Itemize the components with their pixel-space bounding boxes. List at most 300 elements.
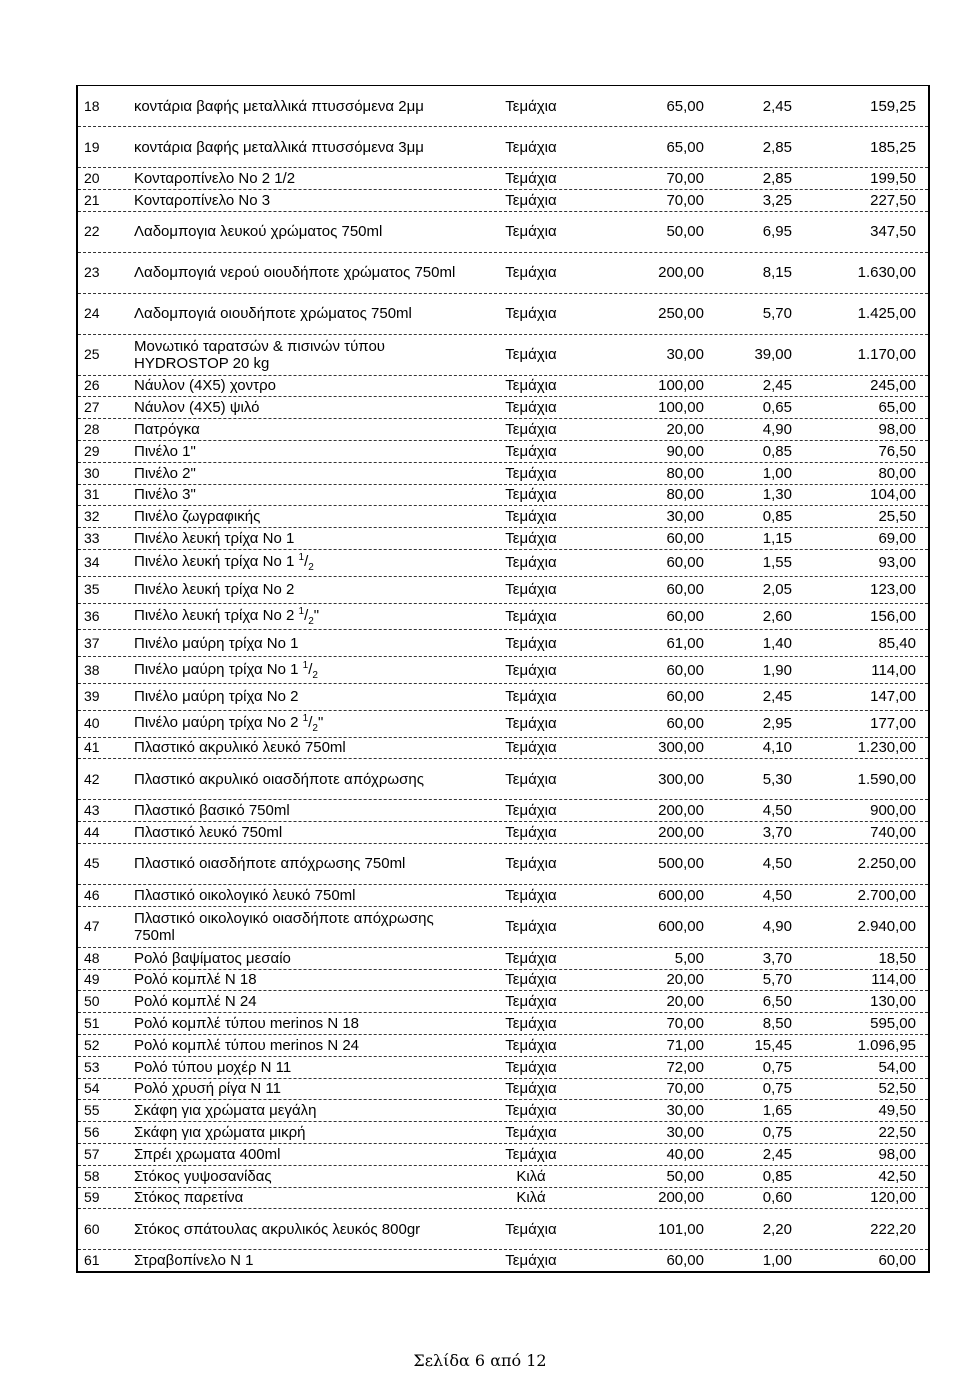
item-total: 22,50 bbox=[878, 1124, 916, 1141]
item-description bbox=[128, 294, 466, 334]
item-description bbox=[128, 463, 466, 484]
item-unit-price: 3,70 bbox=[762, 824, 792, 842]
item-description-text: Σπρέι χρωματα 400ml bbox=[134, 1145, 281, 1163]
table-row bbox=[78, 419, 928, 441]
table-row bbox=[78, 212, 928, 253]
item-description-text: Πινέλο μαύρη τρίχα Νο 2 bbox=[134, 714, 299, 732]
item-unit-price: 2,05 bbox=[762, 581, 792, 599]
item-description-text: Πινέλο 3" bbox=[134, 486, 196, 504]
item-unit-price: 8,50 bbox=[762, 1015, 792, 1033]
item-unit-price: 1,00 bbox=[762, 464, 792, 482]
page-number: Σελίδα 6 από 12 bbox=[413, 1351, 547, 1370]
item-total: 42,50 bbox=[878, 1167, 916, 1185]
item-description bbox=[128, 253, 466, 293]
item-quantity: 70,00 bbox=[666, 1015, 704, 1033]
item-number: 57 bbox=[84, 1145, 100, 1162]
fraction: $^1/_2$ bbox=[298, 552, 314, 574]
item-unit-price: 4,50 bbox=[762, 855, 792, 873]
item-number: 27 bbox=[84, 399, 100, 416]
item-description bbox=[128, 212, 466, 252]
item-number: 59 bbox=[84, 1189, 100, 1206]
item-unit: Τεμάχια bbox=[505, 971, 557, 989]
item-unit: Τεμάχια bbox=[505, 918, 557, 936]
item-number: 28 bbox=[84, 421, 100, 438]
item-description-text: Πινέλο λευκή τρίχα Νο 2 bbox=[134, 606, 295, 624]
item-total: 80,00 bbox=[878, 464, 916, 482]
item-unit-price: 0,85 bbox=[762, 508, 792, 526]
fraction: $^1/_2$" bbox=[298, 605, 320, 627]
item-description bbox=[128, 86, 466, 126]
item-description-text: Πινέλο ζωγραφικής bbox=[134, 508, 261, 526]
item-description-text: Σκάφη για χρώματα μικρή bbox=[134, 1124, 306, 1141]
item-description bbox=[128, 1100, 466, 1121]
item-quantity: 60,00 bbox=[666, 1252, 704, 1270]
item-total: 595,00 bbox=[870, 1015, 916, 1033]
table-row bbox=[78, 1057, 928, 1079]
item-total: 245,00 bbox=[870, 377, 916, 395]
item-unit-price: 1,55 bbox=[762, 554, 792, 572]
item-description-text: Πινέλο 1" bbox=[134, 442, 196, 460]
item-description bbox=[128, 1166, 466, 1187]
item-total: 114,00 bbox=[871, 971, 916, 989]
item-unit: Τεμάχια bbox=[505, 554, 557, 572]
table-row bbox=[78, 1122, 928, 1144]
item-description-text: Πινέλο λευκή τρίχα Νο 1 bbox=[134, 530, 295, 548]
table-row bbox=[78, 1079, 928, 1101]
item-description-text: Ρολό κομπλέ τύπου merinos Ν 18 bbox=[134, 1015, 360, 1033]
table-row bbox=[78, 800, 928, 822]
item-description-text: Ρολό χρυσή ρίγα Ν 11 bbox=[134, 1080, 281, 1098]
item-number: 32 bbox=[84, 508, 100, 525]
table-row bbox=[78, 506, 928, 528]
item-description-text: Πλαστικό βασικό 750ml bbox=[134, 802, 290, 820]
item-unit: Τεμάχια bbox=[505, 802, 557, 820]
item-description-text: Πινέλο μαύρη τρίχα Νο 2 bbox=[134, 688, 299, 706]
items-table bbox=[76, 85, 930, 1273]
item-unit: Τεμάχια bbox=[505, 634, 557, 652]
item-total: 222,20 bbox=[870, 1220, 916, 1238]
item-quantity: 30,00 bbox=[666, 508, 704, 526]
item-description-text: κοντάρια βαφής μεταλλικά πτυσσόμενα 2μμ bbox=[134, 97, 424, 115]
item-unit-price: 4,10 bbox=[762, 739, 792, 757]
table-row bbox=[78, 684, 928, 711]
item-quantity: 200,00 bbox=[658, 264, 704, 282]
item-total: 98,00 bbox=[878, 421, 916, 439]
item-quantity: 65,00 bbox=[666, 97, 704, 115]
item-unit: Τεμάχια bbox=[505, 191, 557, 209]
table-row bbox=[78, 630, 928, 657]
item-number: 29 bbox=[84, 442, 100, 459]
item-number: 30 bbox=[84, 464, 100, 481]
item-unit: Τεμάχια bbox=[505, 1102, 557, 1120]
item-total: 85,40 bbox=[878, 634, 916, 652]
item-description bbox=[128, 506, 466, 527]
item-number: 23 bbox=[84, 264, 100, 281]
table-row bbox=[78, 168, 928, 190]
item-total: 1.230,00 bbox=[857, 739, 916, 757]
item-description bbox=[128, 419, 466, 440]
item-unit-price: 2,85 bbox=[762, 138, 792, 156]
item-description bbox=[128, 822, 466, 843]
item-description bbox=[128, 844, 466, 884]
item-unit: Τεμάχια bbox=[505, 1220, 557, 1238]
table-row bbox=[78, 970, 928, 992]
item-number: 50 bbox=[84, 993, 100, 1010]
item-unit-price: 4,50 bbox=[762, 886, 792, 904]
item-number: 53 bbox=[84, 1058, 100, 1075]
item-description-text: Στόκος γυψοσανίδας bbox=[134, 1167, 272, 1185]
item-unit-price: 0,75 bbox=[762, 1058, 792, 1076]
table-row bbox=[78, 1166, 928, 1188]
table-row bbox=[78, 1188, 928, 1210]
item-unit: Τεμάχια bbox=[505, 508, 557, 526]
item-unit: Τεμάχια bbox=[505, 581, 557, 599]
item-number: 33 bbox=[84, 530, 100, 547]
item-unit-price: 5,30 bbox=[762, 770, 792, 788]
item-unit: Τεμάχια bbox=[505, 993, 557, 1011]
table-row bbox=[78, 822, 928, 844]
item-number: 56 bbox=[84, 1124, 100, 1140]
item-quantity: 250,00 bbox=[658, 305, 704, 323]
item-total: 120,00 bbox=[870, 1189, 916, 1207]
item-quantity: 500,00 bbox=[658, 855, 704, 873]
item-quantity: 600,00 bbox=[658, 918, 704, 936]
table-row bbox=[78, 86, 928, 127]
item-total: 900,00 bbox=[870, 802, 916, 820]
item-unit: Τεμάχια bbox=[505, 421, 557, 439]
item-description-text: Ρολό τύπου μοχέρ Ν 11 bbox=[134, 1058, 292, 1076]
item-total: 52,50 bbox=[878, 1080, 916, 1098]
item-unit: Τεμάχια bbox=[505, 264, 557, 282]
item-unit: Τεμάχια bbox=[505, 377, 557, 395]
item-description bbox=[128, 684, 466, 710]
item-unit-price: 0,65 bbox=[762, 399, 792, 417]
item-unit-price: 5,70 bbox=[762, 305, 792, 323]
item-quantity: 30,00 bbox=[666, 346, 704, 364]
table-row bbox=[78, 907, 928, 948]
item-unit: Τεμάχια bbox=[505, 824, 557, 842]
item-number: 25 bbox=[84, 346, 100, 363]
item-quantity: 60,00 bbox=[666, 715, 704, 733]
item-quantity: 200,00 bbox=[658, 824, 704, 842]
item-quantity: 50,00 bbox=[666, 223, 704, 241]
item-description-text: Πλαστικό ακρυλικό λευκό 750ml bbox=[134, 739, 346, 757]
item-description-text: κοντάρια βαφής μεταλλικά πτυσσόμενα 3μμ bbox=[134, 138, 424, 156]
item-unit-price: 2,45 bbox=[762, 688, 792, 706]
item-unit-price: 5,70 bbox=[762, 971, 792, 989]
item-total: 54,00 bbox=[878, 1058, 916, 1076]
item-description bbox=[128, 630, 466, 656]
item-total: 98,00 bbox=[878, 1145, 916, 1163]
item-unit: Τεμάχια bbox=[505, 1252, 557, 1270]
item-total: 1.590,00 bbox=[857, 770, 916, 788]
item-unit: Τεμάχια bbox=[505, 486, 557, 504]
item-total: 114,00 bbox=[871, 661, 916, 679]
item-total: 2.700,00 bbox=[857, 886, 916, 904]
item-number: 18 bbox=[84, 97, 100, 114]
item-quantity: 50,00 bbox=[666, 1167, 704, 1185]
item-total: 18,50 bbox=[878, 949, 916, 967]
item-total: 1.170,00 bbox=[857, 346, 916, 364]
item-number: 21 bbox=[84, 191, 100, 208]
item-number: 19 bbox=[84, 138, 100, 155]
item-quantity: 60,00 bbox=[666, 661, 704, 679]
item-description-text: Ρολό κομπλέ Ν 18 bbox=[134, 971, 257, 989]
item-quantity: 200,00 bbox=[658, 1189, 704, 1207]
item-number: 26 bbox=[84, 377, 100, 394]
table-row bbox=[78, 335, 928, 376]
item-unit-price: 6,95 bbox=[762, 223, 792, 241]
item-unit: Τεμάχια bbox=[505, 1124, 557, 1141]
item-description-text: Κονταροπίνελο Νο 3 bbox=[134, 191, 271, 209]
item-unit-price: 6,50 bbox=[762, 993, 792, 1011]
item-unit: Τεμάχια bbox=[505, 770, 557, 788]
table-row bbox=[78, 948, 928, 970]
item-unit: Κιλά bbox=[516, 1167, 546, 1185]
item-total: 199,50 bbox=[870, 169, 916, 187]
table-row bbox=[78, 1035, 928, 1057]
item-unit-price: 1,15 bbox=[762, 530, 792, 548]
item-number: 24 bbox=[84, 305, 100, 322]
item-quantity: 90,00 bbox=[666, 442, 704, 460]
item-number: 40 bbox=[84, 715, 100, 732]
item-description-text: Πινέλο λευκή τρίχα Νο 2 bbox=[134, 581, 295, 599]
item-description bbox=[128, 885, 466, 906]
table-row bbox=[78, 441, 928, 463]
item-number: 54 bbox=[84, 1080, 100, 1097]
item-description bbox=[128, 800, 466, 821]
item-description bbox=[128, 1013, 466, 1034]
item-total: 76,50 bbox=[878, 442, 916, 460]
item-description bbox=[128, 1188, 466, 1209]
table-row bbox=[78, 844, 928, 885]
item-description bbox=[128, 657, 466, 683]
item-description-text: Λαδομπογια λευκού χρώματος 750ml bbox=[134, 223, 383, 241]
item-description-text: Λαδομπογιά νερού οιουδήποτε χρώματος 750ml bbox=[134, 264, 456, 282]
table-row bbox=[78, 711, 928, 738]
item-number: 41 bbox=[84, 739, 100, 756]
table-row bbox=[78, 738, 928, 760]
item-number: 49 bbox=[84, 971, 100, 988]
item-unit: Τεμάχια bbox=[505, 399, 557, 417]
item-unit: Τεμάχια bbox=[505, 530, 557, 548]
item-unit: Κιλά bbox=[516, 1189, 546, 1207]
item-total: 2.250,00 bbox=[857, 855, 916, 873]
item-quantity: 5,00 bbox=[674, 949, 704, 967]
item-unit-price: 1,30 bbox=[762, 486, 792, 504]
item-unit: Τεμάχια bbox=[505, 739, 557, 757]
item-description-text: Στόκος παρετίνα bbox=[134, 1189, 244, 1207]
item-description bbox=[128, 759, 466, 799]
item-description bbox=[128, 1057, 466, 1078]
item-number: 20 bbox=[84, 169, 100, 186]
item-description-text: Μονωτικό ταρατσών & πισινών τύπου HYDROSTOP 20 kg bbox=[134, 337, 385, 372]
item-number: 35 bbox=[84, 581, 100, 598]
item-unit: Τεμάχια bbox=[505, 855, 557, 873]
item-unit-price: 1,65 bbox=[762, 1102, 792, 1120]
item-quantity: 71,00 bbox=[666, 1036, 704, 1054]
item-unit-price: 0,75 bbox=[762, 1080, 792, 1098]
item-unit: Τεμάχια bbox=[505, 886, 557, 904]
item-unit: Τεμάχια bbox=[505, 661, 557, 679]
item-number: 46 bbox=[84, 886, 100, 903]
item-description bbox=[128, 907, 466, 947]
table-row bbox=[78, 376, 928, 398]
item-number: 47 bbox=[84, 918, 100, 935]
item-description-text: Νάυλον (4Χ5) ψιλό bbox=[134, 399, 260, 417]
item-description bbox=[128, 190, 466, 211]
item-description-text: Ρολό κομπλέ Ν 24 bbox=[134, 993, 257, 1011]
item-quantity: 65,00 bbox=[666, 138, 704, 156]
item-unit-price: 0,85 bbox=[762, 442, 792, 460]
item-description bbox=[128, 1209, 466, 1249]
table-row bbox=[78, 1144, 928, 1166]
item-unit-price: 0,75 bbox=[762, 1124, 792, 1141]
item-quantity: 200,00 bbox=[658, 802, 704, 820]
item-description-text: Πλαστικό οικολογικό οιασδήποτε απόχρωσης 750ml bbox=[134, 909, 434, 944]
item-description bbox=[128, 1250, 466, 1271]
item-description-text: Πινέλο μαύρη τρίχα Νο 1 bbox=[134, 660, 299, 678]
item-description-text: Πλαστικό οικολογικό λευκό 750ml bbox=[134, 886, 356, 904]
item-quantity: 20,00 bbox=[666, 993, 704, 1011]
item-total: 123,00 bbox=[870, 581, 916, 599]
table-row bbox=[78, 759, 928, 800]
item-description bbox=[128, 441, 466, 462]
item-quantity: 100,00 bbox=[658, 399, 704, 417]
item-description-text: Στραβοπίνελο Ν 1 bbox=[134, 1252, 254, 1270]
item-description bbox=[128, 1122, 466, 1143]
item-description bbox=[128, 991, 466, 1012]
item-quantity: 300,00 bbox=[658, 770, 704, 788]
item-description-text: Πλαστικό οιασδήποτε απόχρωσης 750ml bbox=[134, 855, 406, 873]
item-quantity: 60,00 bbox=[666, 554, 704, 572]
item-description-text: Πινέλο λευκή τρίχα Νο 1 bbox=[134, 553, 295, 571]
item-total: 740,00 bbox=[870, 824, 916, 842]
item-total: 60,00 bbox=[878, 1252, 916, 1270]
item-total: 130,00 bbox=[870, 993, 916, 1011]
item-description bbox=[128, 711, 466, 737]
item-number: 58 bbox=[84, 1167, 100, 1184]
item-quantity: 101,00 bbox=[658, 1220, 704, 1238]
item-total: 69,00 bbox=[878, 530, 916, 548]
table-row bbox=[78, 1209, 928, 1250]
item-number: 34 bbox=[84, 554, 100, 571]
table-row bbox=[78, 577, 928, 604]
table-row bbox=[78, 190, 928, 212]
item-quantity: 80,00 bbox=[666, 464, 704, 482]
item-description bbox=[128, 604, 466, 630]
item-total: 1.425,00 bbox=[857, 305, 916, 323]
item-unit: Τεμάχια bbox=[505, 1080, 557, 1098]
item-unit: Τεμάχια bbox=[505, 464, 557, 482]
item-description-text: Πλαστικό λευκό 750ml bbox=[134, 824, 283, 842]
item-total: 156,00 bbox=[870, 607, 916, 625]
table-row bbox=[78, 294, 928, 335]
table-row bbox=[78, 1100, 928, 1122]
fraction: $^1/_2$ bbox=[302, 659, 318, 681]
item-description bbox=[128, 528, 466, 549]
item-description bbox=[128, 948, 466, 969]
item-unit: Τεμάχια bbox=[505, 1036, 557, 1054]
table-row bbox=[78, 397, 928, 419]
item-description-text: Ρολό βαψίματος μεσαίο bbox=[134, 949, 291, 967]
item-number: 52 bbox=[84, 1036, 100, 1053]
item-unit-price: 0,60 bbox=[762, 1189, 792, 1207]
item-quantity: 600,00 bbox=[658, 886, 704, 904]
item-quantity: 20,00 bbox=[666, 421, 704, 439]
item-unit-price: 4,90 bbox=[762, 918, 792, 936]
item-unit: Τεμάχια bbox=[505, 138, 557, 156]
item-description bbox=[128, 376, 466, 397]
table-row bbox=[78, 528, 928, 550]
item-unit-price: 8,15 bbox=[762, 264, 792, 282]
item-unit: Τεμάχια bbox=[505, 1145, 557, 1163]
item-quantity: 300,00 bbox=[658, 739, 704, 757]
item-number: 37 bbox=[84, 634, 100, 651]
item-description bbox=[128, 1035, 466, 1056]
item-quantity: 30,00 bbox=[666, 1124, 704, 1141]
item-unit-price: 2,45 bbox=[762, 377, 792, 395]
item-quantity: 80,00 bbox=[666, 486, 704, 504]
item-unit: Τεμάχια bbox=[505, 715, 557, 733]
item-description-text: Πλαστικό ακρυλικό οιασδήποτε απόχρωσης bbox=[134, 770, 424, 788]
item-total: 104,00 bbox=[870, 486, 916, 504]
item-quantity: 60,00 bbox=[666, 581, 704, 599]
item-quantity: 100,00 bbox=[658, 377, 704, 395]
item-total: 93,00 bbox=[878, 554, 916, 572]
item-number: 61 bbox=[84, 1252, 100, 1269]
item-unit-price: 0,85 bbox=[762, 1167, 792, 1185]
table-row bbox=[78, 1013, 928, 1035]
item-description bbox=[128, 1079, 466, 1100]
item-unit-price: 4,90 bbox=[762, 421, 792, 439]
item-number: 43 bbox=[84, 802, 100, 819]
item-unit: Τεμάχια bbox=[505, 223, 557, 241]
item-unit-price: 1,00 bbox=[762, 1252, 792, 1270]
item-total: 347,50 bbox=[870, 223, 916, 241]
item-total: 25,50 bbox=[878, 508, 916, 526]
item-number: 55 bbox=[84, 1102, 100, 1119]
item-number: 60 bbox=[84, 1220, 100, 1237]
item-total: 1.096,95 bbox=[857, 1036, 916, 1054]
item-unit: Τεμάχια bbox=[505, 97, 557, 115]
item-unit-price: 2,45 bbox=[762, 1145, 792, 1163]
item-description bbox=[128, 485, 466, 506]
item-unit-price: 3,25 bbox=[762, 191, 792, 209]
item-quantity: 60,00 bbox=[666, 688, 704, 706]
item-unit-price: 2,95 bbox=[762, 715, 792, 733]
item-description-text: Πατρόγκα bbox=[134, 421, 200, 439]
table-row bbox=[78, 604, 928, 631]
table-row bbox=[78, 1250, 928, 1273]
item-description bbox=[128, 168, 466, 189]
item-total: 147,00 bbox=[870, 688, 916, 706]
item-unit: Τεμάχια bbox=[505, 346, 557, 364]
item-unit: Τεμάχια bbox=[505, 1058, 557, 1076]
item-description bbox=[128, 335, 466, 375]
item-total: 177,00 bbox=[870, 715, 916, 733]
table-row bbox=[78, 127, 928, 168]
item-quantity: 70,00 bbox=[666, 169, 704, 187]
item-unit-price: 1,40 bbox=[762, 634, 792, 652]
item-description-text: Κονταροπίνελο Νο 2 1/2 bbox=[134, 169, 296, 187]
item-number: 42 bbox=[84, 770, 100, 787]
item-unit-price: 4,50 bbox=[762, 802, 792, 820]
item-number: 45 bbox=[84, 855, 100, 872]
item-number: 51 bbox=[84, 1015, 100, 1032]
item-description-text: Ρολό κομπλέ τύπου merinos Ν 24 bbox=[134, 1036, 360, 1054]
item-unit: Τεμάχια bbox=[505, 1015, 557, 1033]
